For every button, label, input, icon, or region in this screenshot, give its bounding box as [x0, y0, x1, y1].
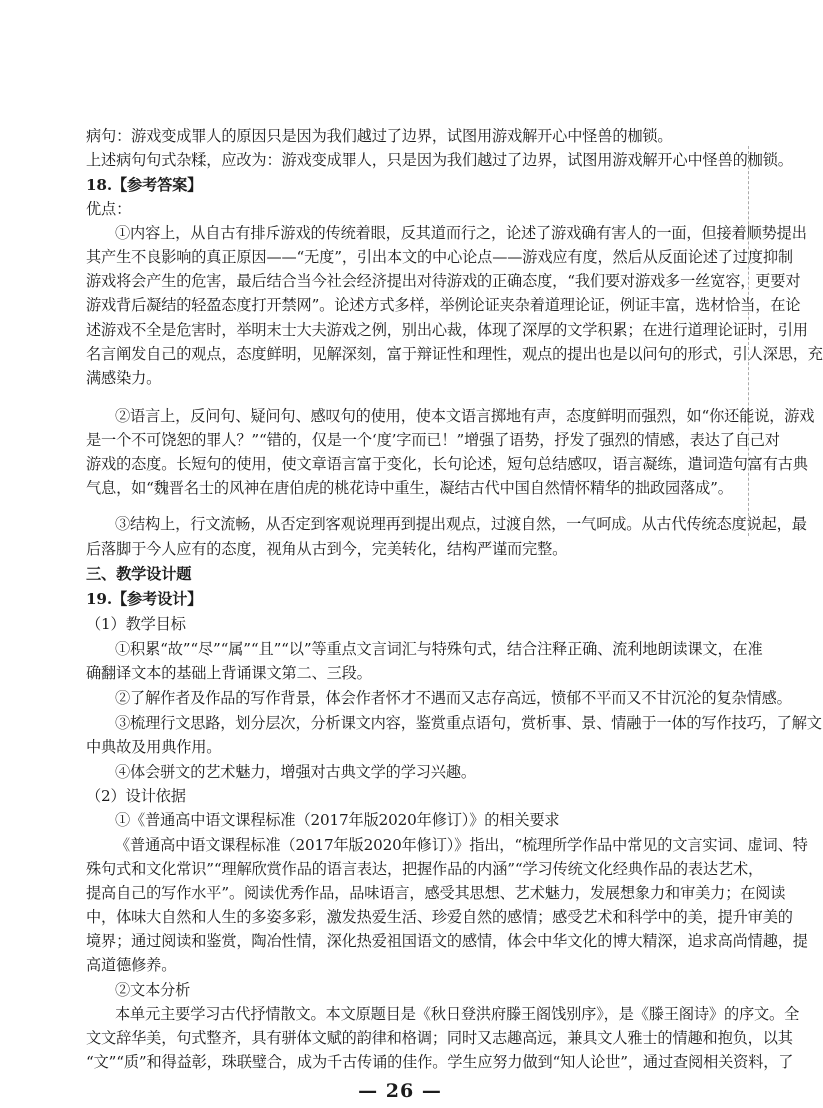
paragraph-line: ①内容上，从自古有排斥游戏的传统着眼，反其道而行之，论述了游戏确有害人的一面，但接着顺势提出 [115, 224, 807, 242]
paragraph-line: 游戏将会产生的危害，最后结合当今社会经济提出对待游戏的正确态度，“我们要对游戏多一丝宽容，更要对 [86, 272, 801, 290]
paragraph-line: ①《普通高中语文课程标准（2017年版2020年修订）》的相关要求 [115, 811, 560, 829]
paragraph-line: 高道德修养。 [86, 956, 177, 974]
paragraph-line: ③梳理行文思路，划分层次，分析课文内容，鉴赏重点语句，赏析事、景、情融于一体的写作技巧，了解文 [115, 714, 822, 732]
paragraph-line: 游戏的态度。长短句的使用，使文章语言富于变化，长句论述，短句总结感叹，语言凝练，遣词造句富有古典 [86, 455, 808, 473]
paragraph-line: 提高自己的写作水平”。阅读优秀作品，品味语言，感受其思想、艺术魅力，发展想象力和审美力；在阅读 [86, 884, 786, 902]
paragraph-line: ①积累“故”“尽”“属”“且”“以”等重点文言词汇与特殊句式，结合注释正确、流利地朗读课文，在准 [115, 640, 763, 658]
paragraph-line: 境界；通过阅读和鉴赏，陶冶性情，深化热爱祖国语文的感情，体会中华文化的博大精深，追求高尚情趣，提 [86, 932, 808, 950]
paragraph-line: 中典故及用典作用。 [86, 738, 222, 756]
paragraph-line: 《普通高中语文课程标准（2017年版2020年修订）》指出，“梳理所学作品中常见的文言实词、虚词、特 [115, 836, 808, 854]
paragraph-line: 殊句式和文化常识”“理解欣赏作品的语言表达，把握作品的内涵”“学习传统文化经典作品的表达艺术， [86, 860, 764, 878]
paragraph-line: 满感染力。 [86, 369, 162, 387]
paragraph-line: 游戏背后凝结的轻盈态度打开禁网”。论述方式多样，举例论证夹杂着道理论证，例证丰富，选材恰当，在论 [86, 296, 801, 314]
text-line: 优点： [86, 200, 132, 218]
paragraph-line: ②了解作者及作品的写作背景，体会作者怀才不遇而又志存高远，愤郁不平而又不甘沉沦的复杂情感。 [115, 689, 792, 707]
answer-heading: 18.【参考答案】 [86, 176, 203, 194]
paragraph-line: ②语言上，反问句、疑问句、感叹句的使用，使本文语言掷地有声，态度鲜明而强烈，如“你还能说，游戏 [115, 407, 815, 425]
paragraph-line: ④体会骈文的艺术魅力，增强对古典文学的学习兴趣。 [115, 763, 476, 781]
paragraph-line: 气息，如“魏晋名士的风神在唐伯虎的桃花诗中重生，凝结古代中国自然情怀精华的拙政园落成”。 [86, 479, 733, 497]
section-heading: 三、教学设计题 [86, 565, 192, 583]
paragraph-line: 是一个不可饶恕的罪人？”“错的，仅是一个‘度’字而已！”增强了语势，抒发了强烈的情感，表达了自己对 [86, 431, 780, 449]
paragraph-line: ③结构上，行文流畅，从否定到客观说理再到提出观点，过渡自然，一气呵成。从古代传统态度说起，最 [115, 515, 807, 533]
subheading: ②文本分析 [115, 981, 191, 999]
subheading: （1）教学目标 [86, 615, 186, 633]
paragraph-line: 文文辞华美，句式整齐，具有骈体文赋的韵律和格调；同时又志趣高远，兼具文人雅士的情趣和抱负，以其 [86, 1029, 793, 1047]
paragraph-line: 述游戏不全是危害时，举明末士大夫游戏之例，别出心裁，体现了深厚的文学积累；在进行道理论证时，引用 [86, 321, 808, 339]
paragraph-line: 后落脚于今人应有的态度，视角从古到今，完美转化，结构严谨而完整。 [86, 540, 568, 558]
answer-heading: 19.【参考设计】 [86, 590, 203, 608]
paragraph-line: “文”“质”和得益彰，珠联璧合，成为千古传诵的佳作。学生应努力做到“知人论世”，通过查阅相关资料，了 [86, 1053, 794, 1071]
paragraph-line: 其产生不良影响的真正原因——“无度”，引出本文的中心论点——游戏应有度，然后从反面论述了过度抑制 [86, 248, 793, 266]
paragraph-line: 确翻译文本的基础上背诵课文第二、三段。 [86, 664, 372, 682]
paragraph-line: 名言阐发自己的观点，态度鲜明，见解深刻，富于辩证性和理性，观点的提出也是以问句的形式，引人深思，充 [86, 345, 823, 363]
text-line: 病句：游戏变成罪人的原因只是因为我们越过了边界，试图用游戏解开心中怪兽的枷锁。 [86, 127, 673, 145]
page-number: — 26 — [358, 1080, 442, 1102]
paragraph-line: 本单元主要学习古代抒情散文。本文原题目是《秋日登洪府滕王阁饯别序》，是《滕王阁诗》的序文。全 [115, 1005, 800, 1023]
margin-dashed-line [748, 146, 750, 536]
text-line: 上述病句句式杂糅，应改为：游戏变成罪人，只是因为我们越过了边界，试图用游戏解开心中怪兽的枷锁。 [86, 151, 793, 169]
paragraph-line: 中，体味大自然和人生的多姿多彩，激发热爱生活、珍爱自然的感情；感受艺术和科学中的美，提升审美的 [86, 908, 793, 926]
subheading: （2）设计依据 [86, 787, 186, 805]
